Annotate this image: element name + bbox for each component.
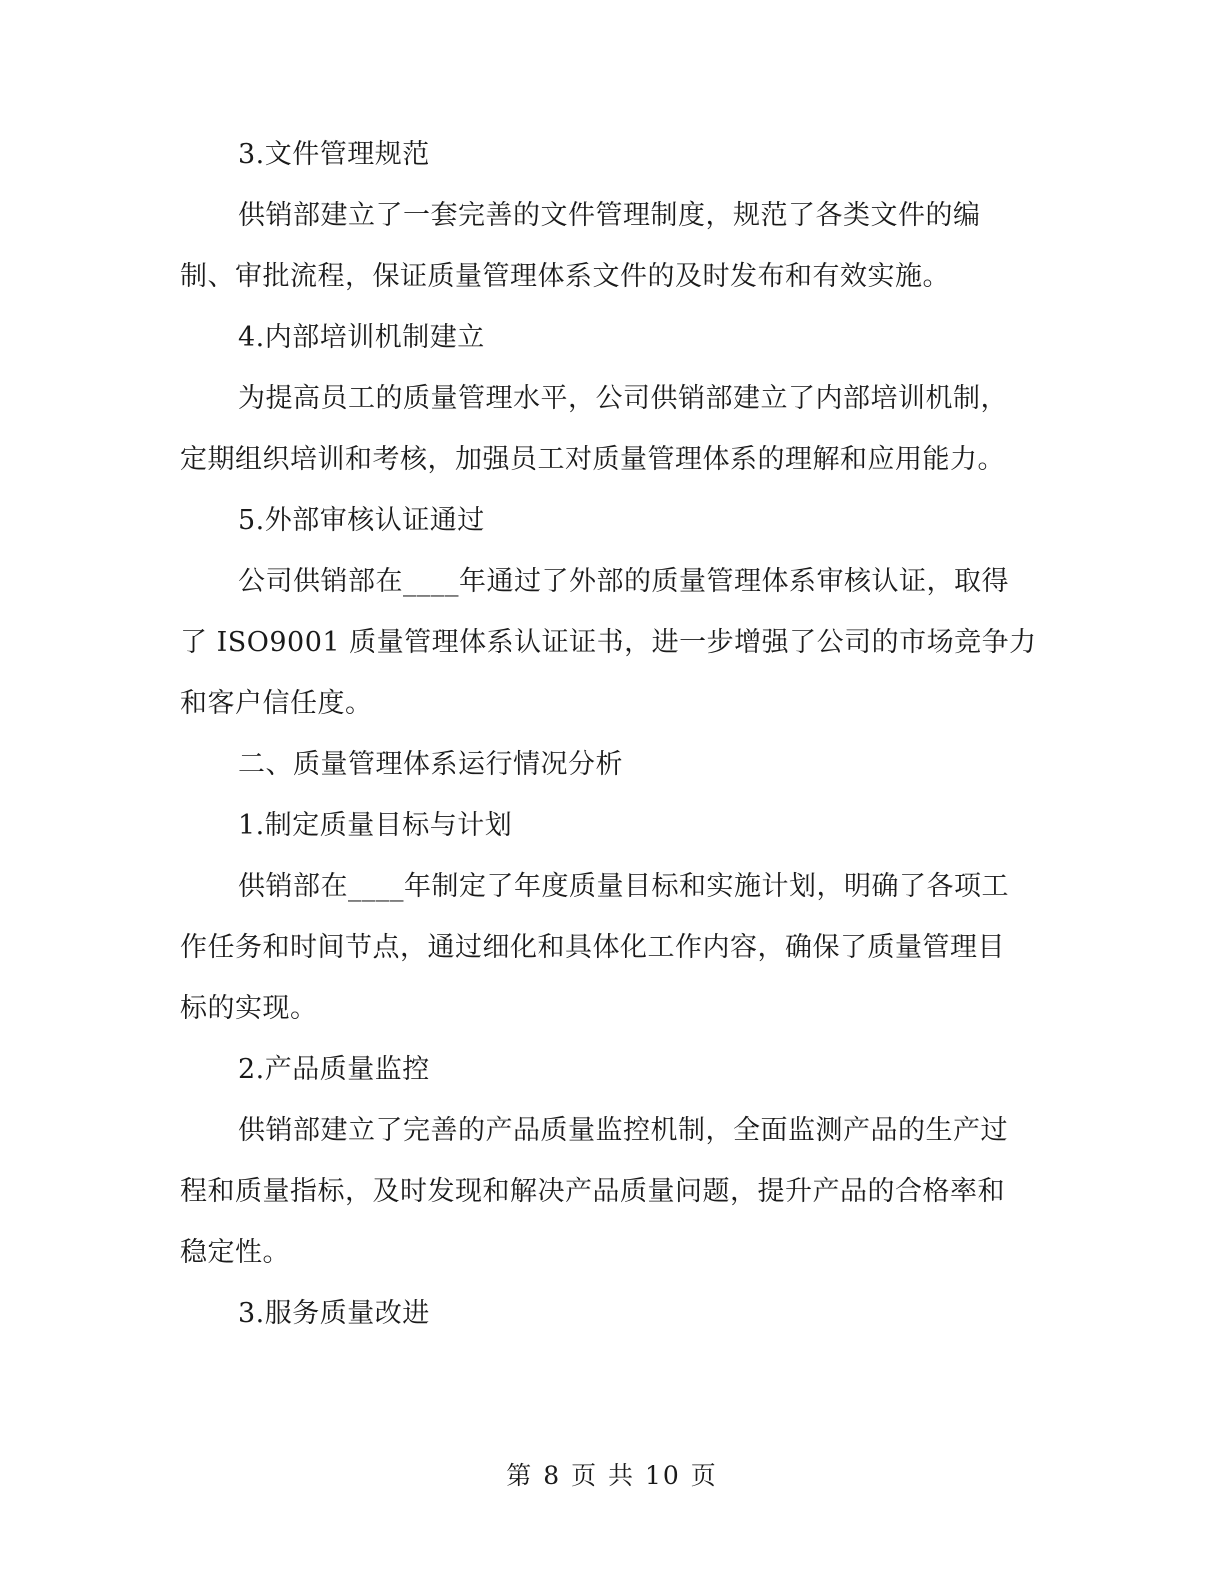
page-number-footer: 第 8 页 共 10 页 — [506, 1461, 718, 1490]
section-heading: 5.外部审核认证通过 — [238, 505, 485, 536]
section-heading: 3.文件管理规范 — [238, 139, 430, 170]
paragraph-line: 程和质量指标，及时发现和解决产品质量问题，提升产品的合格率和 — [180, 1176, 1005, 1207]
paragraph-line: 了 ISO9001 质量管理体系认证证书，进一步增强了公司的市场竞争力 — [180, 627, 1037, 658]
paragraph-line: 制、审批流程，保证质量管理体系文件的及时发布和有效实施。 — [180, 261, 950, 292]
paragraph-line: 公司供销部在____年通过了外部的质量管理体系审核认证，取得 — [238, 566, 1009, 597]
paragraph-line: 为提高员工的质量管理水平，公司供销部建立了内部培训机制， — [238, 383, 1008, 414]
paragraph-line: 稳定性。 — [180, 1237, 290, 1268]
paragraph-line: 供销部建立了完善的产品质量监控机制，全面监测产品的生产过 — [238, 1115, 1008, 1146]
section-heading: 1.制定质量目标与计划 — [238, 810, 513, 841]
section-heading: 4.内部培训机制建立 — [238, 322, 485, 353]
paragraph-line: 定期组织培训和考核，加强员工对质量管理体系的理解和应用能力。 — [180, 444, 1005, 475]
chapter-heading: 二、质量管理体系运行情况分析 — [238, 749, 623, 780]
section-heading: 2.产品质量监控 — [238, 1054, 430, 1085]
paragraph-line: 供销部在____年制定了年度质量目标和实施计划，明确了各项工 — [238, 871, 1009, 902]
section-heading: 3.服务质量改进 — [238, 1298, 430, 1329]
paragraph-line: 供销部建立了一套完善的文件管理制度，规范了各类文件的编 — [238, 200, 981, 231]
paragraph-line: 和客户信任度。 — [180, 688, 373, 719]
paragraph-line: 作任务和时间节点，通过细化和具体化工作内容，确保了质量管理目 — [180, 932, 1005, 963]
document-body — [180, 124, 1037, 1344]
paragraph-line: 标的实现。 — [180, 993, 318, 1024]
